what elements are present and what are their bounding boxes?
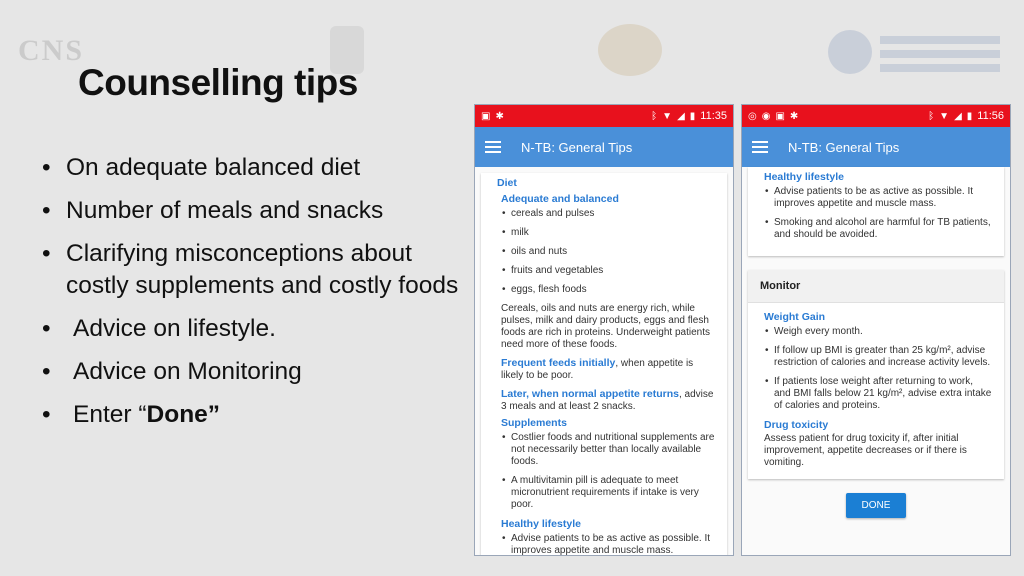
list-item: • cereals and pulses: [501, 208, 715, 220]
bullet-item: • Clarifying misconceptions about costly supplements and costly foods: [40, 238, 470, 302]
whatsapp-icon: ◎: [748, 110, 757, 122]
signal-icon: ◢: [954, 110, 962, 122]
diet-heading: Diet: [497, 177, 517, 189]
phone-screenshot-1: [474, 104, 734, 556]
enter-bold: Done”: [146, 401, 221, 428]
menu-icon[interactable]: [485, 141, 501, 153]
monitor-heading: Monitor: [748, 270, 1004, 303]
energy-text: Cereals, oils and nuts are energy rich, while pulses, milk and dairy products, eggs and flesh foods are rich in proteins. Underweight patients need more of these foods.: [501, 303, 711, 350]
list-item: • milk: [501, 227, 715, 239]
list-item: • Weigh every month.: [764, 326, 992, 338]
later-text: Later, when normal appetite returns, advise 3 meals and at least 2 snacks.: [501, 388, 714, 412]
drug-text: Assess patient for drug toxicity if, after initial improvement, appetite decreases or if there is vomiting.: [764, 433, 967, 468]
menu-icon[interactable]: [752, 141, 768, 153]
cast-icon: ◉: [761, 110, 771, 122]
logo-right: [828, 30, 1008, 74]
bullet-item: • Advice on lifestyle.: [40, 313, 470, 345]
app-title: N-TB: General Tips: [788, 139, 900, 155]
drug-heading: Drug toxicity: [764, 419, 829, 431]
status-bar: [742, 105, 1010, 127]
lifestyle-heading: Healthy lifestyle: [501, 518, 581, 530]
app-bar: [475, 127, 733, 167]
lifestyle-heading: Healthy lifestyle: [764, 171, 844, 183]
status-time: 11:35: [700, 110, 727, 122]
list-item: • A multivitamin pill is adequate to meet micronutrient requirements if intake is very poor.: [501, 475, 715, 511]
supplements-list: [501, 432, 715, 511]
app-bar: [742, 127, 1010, 167]
bullet-item: • On adequate balanced diet: [40, 152, 470, 184]
status-time: 11:56: [977, 110, 1004, 122]
lifestyle-list: [501, 533, 715, 556]
enter-prefix: Enter “: [73, 401, 147, 428]
bullet-item: • Number of meals and snacks: [40, 195, 470, 227]
lifestyle-card: [748, 167, 1004, 256]
notification-icon: ✱: [495, 110, 504, 122]
status-bar: [475, 105, 733, 127]
logo-seal: [598, 24, 662, 76]
battery-icon: ▮: [966, 110, 973, 122]
monitor-card: [748, 270, 1004, 479]
bullet-item-enter-done: [40, 399, 470, 431]
diet-card: [481, 173, 727, 556]
signal-icon: ◢: [677, 110, 685, 122]
list-item: • oils and nuts: [501, 246, 715, 258]
wifi-icon: ▼: [939, 110, 950, 122]
logo-left: CNS: [18, 34, 85, 67]
list-item: • If patients lose weight after returning to work, and BMI falls below 21 kg/m², advise extra intake of calories and proteins.: [764, 376, 992, 412]
notification-icon: ✱: [789, 110, 799, 122]
image-icon: ▣: [481, 110, 491, 122]
frequent-text: Frequent feeds initially, when appetite is likely to be poor.: [501, 357, 694, 381]
wifi-icon: ▼: [662, 110, 673, 122]
weight-heading: Weight Gain: [764, 311, 826, 323]
list-item: • Costlier foods and nutritional supplements are not necessarily better than locally available foods.: [501, 432, 715, 468]
app-title: N-TB: General Tips: [521, 139, 633, 155]
weight-list: [764, 326, 992, 412]
bullet-list: [40, 152, 470, 442]
done-button[interactable]: DONE: [846, 493, 907, 518]
list-item: • fruits and vegetables: [501, 265, 715, 277]
balanced-heading: Adequate and balanced: [501, 193, 619, 205]
slide-title: Counselling tips: [78, 62, 358, 103]
phone-screenshot-2: [741, 104, 1011, 556]
bluetooth-icon: ᛒ: [651, 110, 658, 122]
bullet-item: • Advice on Monitoring: [40, 356, 470, 388]
list-item: • eggs, flesh foods: [501, 284, 715, 296]
list-item: • If follow up BMI is greater than 25 kg/m², advise restriction of calories and increase activity levels.: [764, 345, 992, 369]
list-item: • Smoking and alcohol are harmful for TB patients, and should be avoided.: [764, 217, 994, 241]
image-icon: ▣: [775, 110, 785, 122]
lifestyle-list: [764, 186, 994, 241]
list-item: • Advise patients to be as active as possible. It improves appetite and muscle mass.: [764, 186, 994, 210]
bluetooth-icon: ᛒ: [928, 110, 935, 122]
supplements-heading: Supplements: [501, 417, 567, 429]
battery-icon: ▮: [689, 110, 696, 122]
balanced-list: [501, 208, 715, 296]
list-item: • Advise patients to be as active as possible. It improves appetite and muscle mass.: [501, 533, 715, 556]
